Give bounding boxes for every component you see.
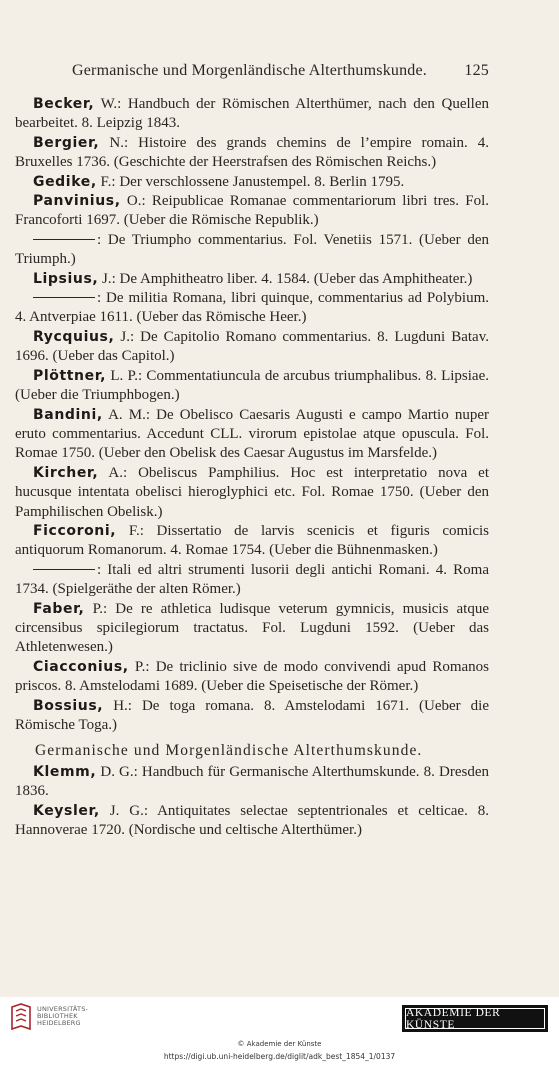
author-name: Becker, xyxy=(33,96,95,112)
akademie-logo-text: AKADEMIE DER KÜNSTE xyxy=(405,1008,545,1029)
source-url[interactable]: https://digi.ub.uni-heidelberg.de/diglit/adk_best_1854_1/0137 xyxy=(163,1052,396,1061)
bibliography-entry xyxy=(15,231,489,270)
entry-text: A.: Obeliscus Pamphilius. Hoc est interpretatio nova et hucusque intentata obelisci hieroglyphici etc. Fol. Romae 1750. (Ueber den Pamphilischen Obelisk.) xyxy=(15,464,489,520)
bibliography-entry xyxy=(15,697,489,736)
entry-text: N.: Histoire des grands chemins de l’empire romain. 4. Bruxelles 1736. (Geschichte der Heerstrafsen des Römischen Reichs.) xyxy=(15,134,489,171)
entry-text: : De militia Romana, libri quinque, commentarius ad Polybium. 4. Antverpiae 1611. (Ueber das Römische Heer.) xyxy=(15,290,489,326)
bibliography-entry xyxy=(15,270,489,289)
bibliography-entry xyxy=(15,658,489,697)
bibliography-entry xyxy=(15,95,489,134)
bibliography-entry xyxy=(15,561,489,600)
author-name: Bandini, xyxy=(33,406,103,423)
copyright-credit: © Akademie der Künste xyxy=(237,1040,322,1048)
bibliography-entry xyxy=(15,173,489,192)
author-name: Kircher, xyxy=(33,464,99,481)
author-name: Keysler, xyxy=(33,802,100,819)
entry-text: A. M.: De Obelisco Caesaris Augusti e campo Martio nuper eruto commentarius. Accedunt CLL. virorum epistolae atque opuscula. Fol. Romae 1750. (Ueber den Obelisk des Caesar Augustus im Marsfelde.) xyxy=(15,406,489,462)
author-name: Rycquius, xyxy=(33,328,115,345)
section-entries xyxy=(15,763,489,841)
bibliography-entry xyxy=(15,367,489,406)
ditto-dash xyxy=(33,239,95,240)
entry-text: P.: De triclinio sive de modo convivendi apud Romanos priscos. 8. Amstelodami 1689. (Ueber die Speisetische der Römer.) xyxy=(15,658,489,695)
author-name: Bergier, xyxy=(33,134,100,151)
section-heading: Germanische und Morgenländische Alterthumskunde. xyxy=(35,742,423,760)
bibliography-entry xyxy=(15,522,489,561)
university-library-logo-icon[interactable] xyxy=(10,1003,32,1031)
entry-text: W.: Handbuch der Römischen Alterthümer, nach den Quellen bearbeitet. 8. Leipzig 1843. xyxy=(15,96,489,132)
entry-text: : De Triumpho commentarius. Fol. Venetiis 1571. (Ueber den Triumph.) xyxy=(15,231,489,268)
author-name: Panvinius, xyxy=(33,193,121,210)
bibliography-entry xyxy=(15,600,489,658)
author-name: Ciacconius, xyxy=(33,658,129,675)
entry-text: J.: De Amphitheatro liber. 4. 1584. (Ueber das Amphitheater.) xyxy=(98,270,473,287)
author-name: Plöttner, xyxy=(33,367,107,384)
running-head xyxy=(0,62,559,84)
entry-text: P.: De re athletica ludisque veterum gymnicis, musicis atque circensibus spicilegiorum tractatus. Fol. Lugduni 1592. (Ueber das Athletenwesen.) xyxy=(15,600,489,656)
entry-text: F.: Dissertatio de larvis scenicis et figuris comicis antiquorum Romanorum. 4. Romae 1754. (Ueber die Bühnenmasken.) xyxy=(15,522,489,559)
entry-text: O.: Reipublicae Romanae commentariorum libri tres. Fol. Francoforti 1697. (Ueber die Römische Republik.) xyxy=(15,193,489,229)
author-name: Klemm, xyxy=(33,763,97,780)
author-name: Gedike, xyxy=(33,173,97,190)
entry-text: J. G.: Antiquitates selectae septentrionales et celticae. 8. Hannoverae 1720. (Nordische und celtische Alterthümer.) xyxy=(15,802,489,839)
bibliography-entry xyxy=(15,134,489,173)
entry-text: H.: De toga romana. 8. Amstelodami 1671. (Ueber die Römische Toga.) xyxy=(15,697,489,733)
bibliography-entry xyxy=(15,406,489,464)
bibliography-entry xyxy=(15,192,489,231)
bibliography-entry xyxy=(15,763,489,802)
ditto-dash xyxy=(33,569,95,570)
akademie-logo[interactable] xyxy=(402,1005,548,1032)
bibliography-entry xyxy=(15,464,489,522)
entry-text: D. G.: Handbuch für Germanische Alterthumskunde. 8. Dresden 1836. xyxy=(15,763,489,800)
bibliography-list xyxy=(15,95,489,840)
bibliography-entry xyxy=(15,802,489,841)
bibliography-entry xyxy=(15,328,489,367)
page-number: 125 xyxy=(464,62,489,79)
entries xyxy=(15,95,489,735)
entry-text: : Itali ed altri strumenti lusorii degli antichi Romani. 4. Roma 1734. (Spielgeräthe der alten Römer.) xyxy=(15,561,489,598)
running-title: Germanische und Morgenländische Alterthumskunde. xyxy=(72,62,428,79)
ditto-dash xyxy=(33,297,95,298)
university-library-name: UNIVERSITÄTS- BIBLIOTHEK HEIDELBERG xyxy=(37,1005,89,1027)
author-name: Bossius, xyxy=(33,697,104,714)
entry-text: F.: Der verschlossene Janustempel. 8. Berlin 1795. xyxy=(96,173,405,190)
entry-text: L. P.: Commentatiuncula de arcubus triumphalibus. 8. Lipsiae. (Ueber die Triumphbogen.) xyxy=(15,367,489,404)
bibliography-entry xyxy=(15,289,489,328)
entry-text: J.: De Capitolio Romano commentarius. 8. Lugduni Batav. 1696. (Ueber das Capitol.) xyxy=(15,328,489,365)
author-name: Faber, xyxy=(33,600,85,617)
author-name: Ficcoroni, xyxy=(33,522,117,539)
author-name: Lipsius, xyxy=(33,270,99,287)
